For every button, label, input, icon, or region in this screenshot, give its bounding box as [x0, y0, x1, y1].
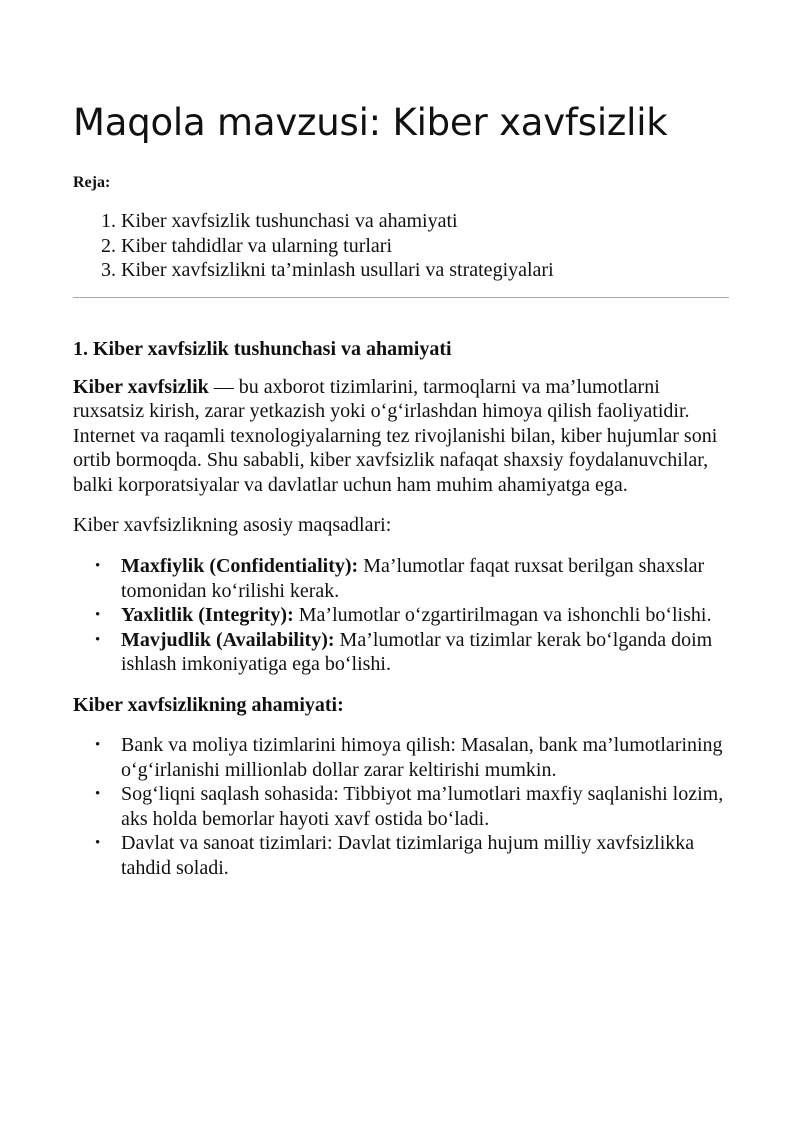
importance-list [73, 733, 729, 881]
goal-text: Ma’lumotlar faqat ruxsat berilgan shaxslar tomonidan ko‘rilishi kerak. [121, 555, 705, 602]
document-title: Maqola mavzusi: Kiber xavfsizlik [73, 101, 668, 144]
importance-item: • Bank va moliya tizimlarini himoya qilish: Masalan, bank ma’lumotlarining o‘g‘irlanishi millionlab dollar zarar keltirishi mumkin. [121, 733, 729, 782]
definition-paragraph [73, 375, 729, 498]
plan-item: 2. Kiber tahdidlar va ularning turlari [121, 234, 729, 259]
goal-term: Yaxlitlik (Integrity): [121, 604, 294, 627]
goal-item [121, 554, 729, 603]
goal-term: Maxfiylik (Confidentiality): [121, 555, 359, 578]
goals-intro: Kiber xavfsizlikning asosiy maqsadlari: [73, 514, 392, 537]
importance-item: • Sog‘liqni saqlash sohasida: Tibbiyot ma’lumotlari maxfiy saqlanishi lozim, aks holda bemorlar hayoti xavf ostida bo‘ladi. [121, 782, 729, 831]
definition-term: Kiber xavfsizlik [73, 375, 209, 398]
plan-item: 1. Kiber xavfsizlik tushunchasi va ahamiyati [121, 209, 729, 234]
plan-list [73, 209, 729, 283]
goal-item [121, 628, 729, 677]
goal-term: Mavjudlik (Availability): [121, 628, 335, 651]
importance-item: • Davlat va sanoat tizimlari: Davlat tizimlariga hujum milliy xavfsizlikka tahdid soladi. [121, 831, 729, 880]
goal-text: Ma’lumotlar o‘zgartirilmagan va ishonchli bo‘lishi. [293, 604, 712, 627]
plan-label: Reja: [73, 174, 111, 191]
importance-heading: Kiber xavfsizlikning ahamiyati: [73, 694, 344, 717]
goals-list [73, 554, 729, 677]
document-page [73, 100, 729, 881]
goal-item [121, 603, 729, 628]
definition-text: — bu axborot tizimlarini, tarmoqlarni va ma’lumotlarni ruxsatsiz kirish, zarar yetkazish yoki o‘g‘irlashdan himoya qilish faoliyatidir. Internet va raqamli texnologiyalarning tez rivojlanishi bilan, kiber hujumlar soni ortib bormoqda. Shu sababli, kiber xavfsizlik nafaqat shaxsiy foydalanuvchilar, balki korporatsiyalar va davlatlar uchun ham muhim ahamiyatga ega. [73, 375, 718, 496]
section-divider [73, 297, 729, 298]
section-heading: 1. Kiber xavfsizlik tushunchasi va ahamiyati [73, 337, 452, 360]
plan-item: 3. Kiber xavfsizlikni ta’minlash usullari va strategiyalari [121, 258, 729, 283]
goal-text: Ma’lumotlar va tizimlar kerak bo‘lganda doim ishlash imkoniyatiga ega bo‘lishi. [121, 628, 713, 676]
